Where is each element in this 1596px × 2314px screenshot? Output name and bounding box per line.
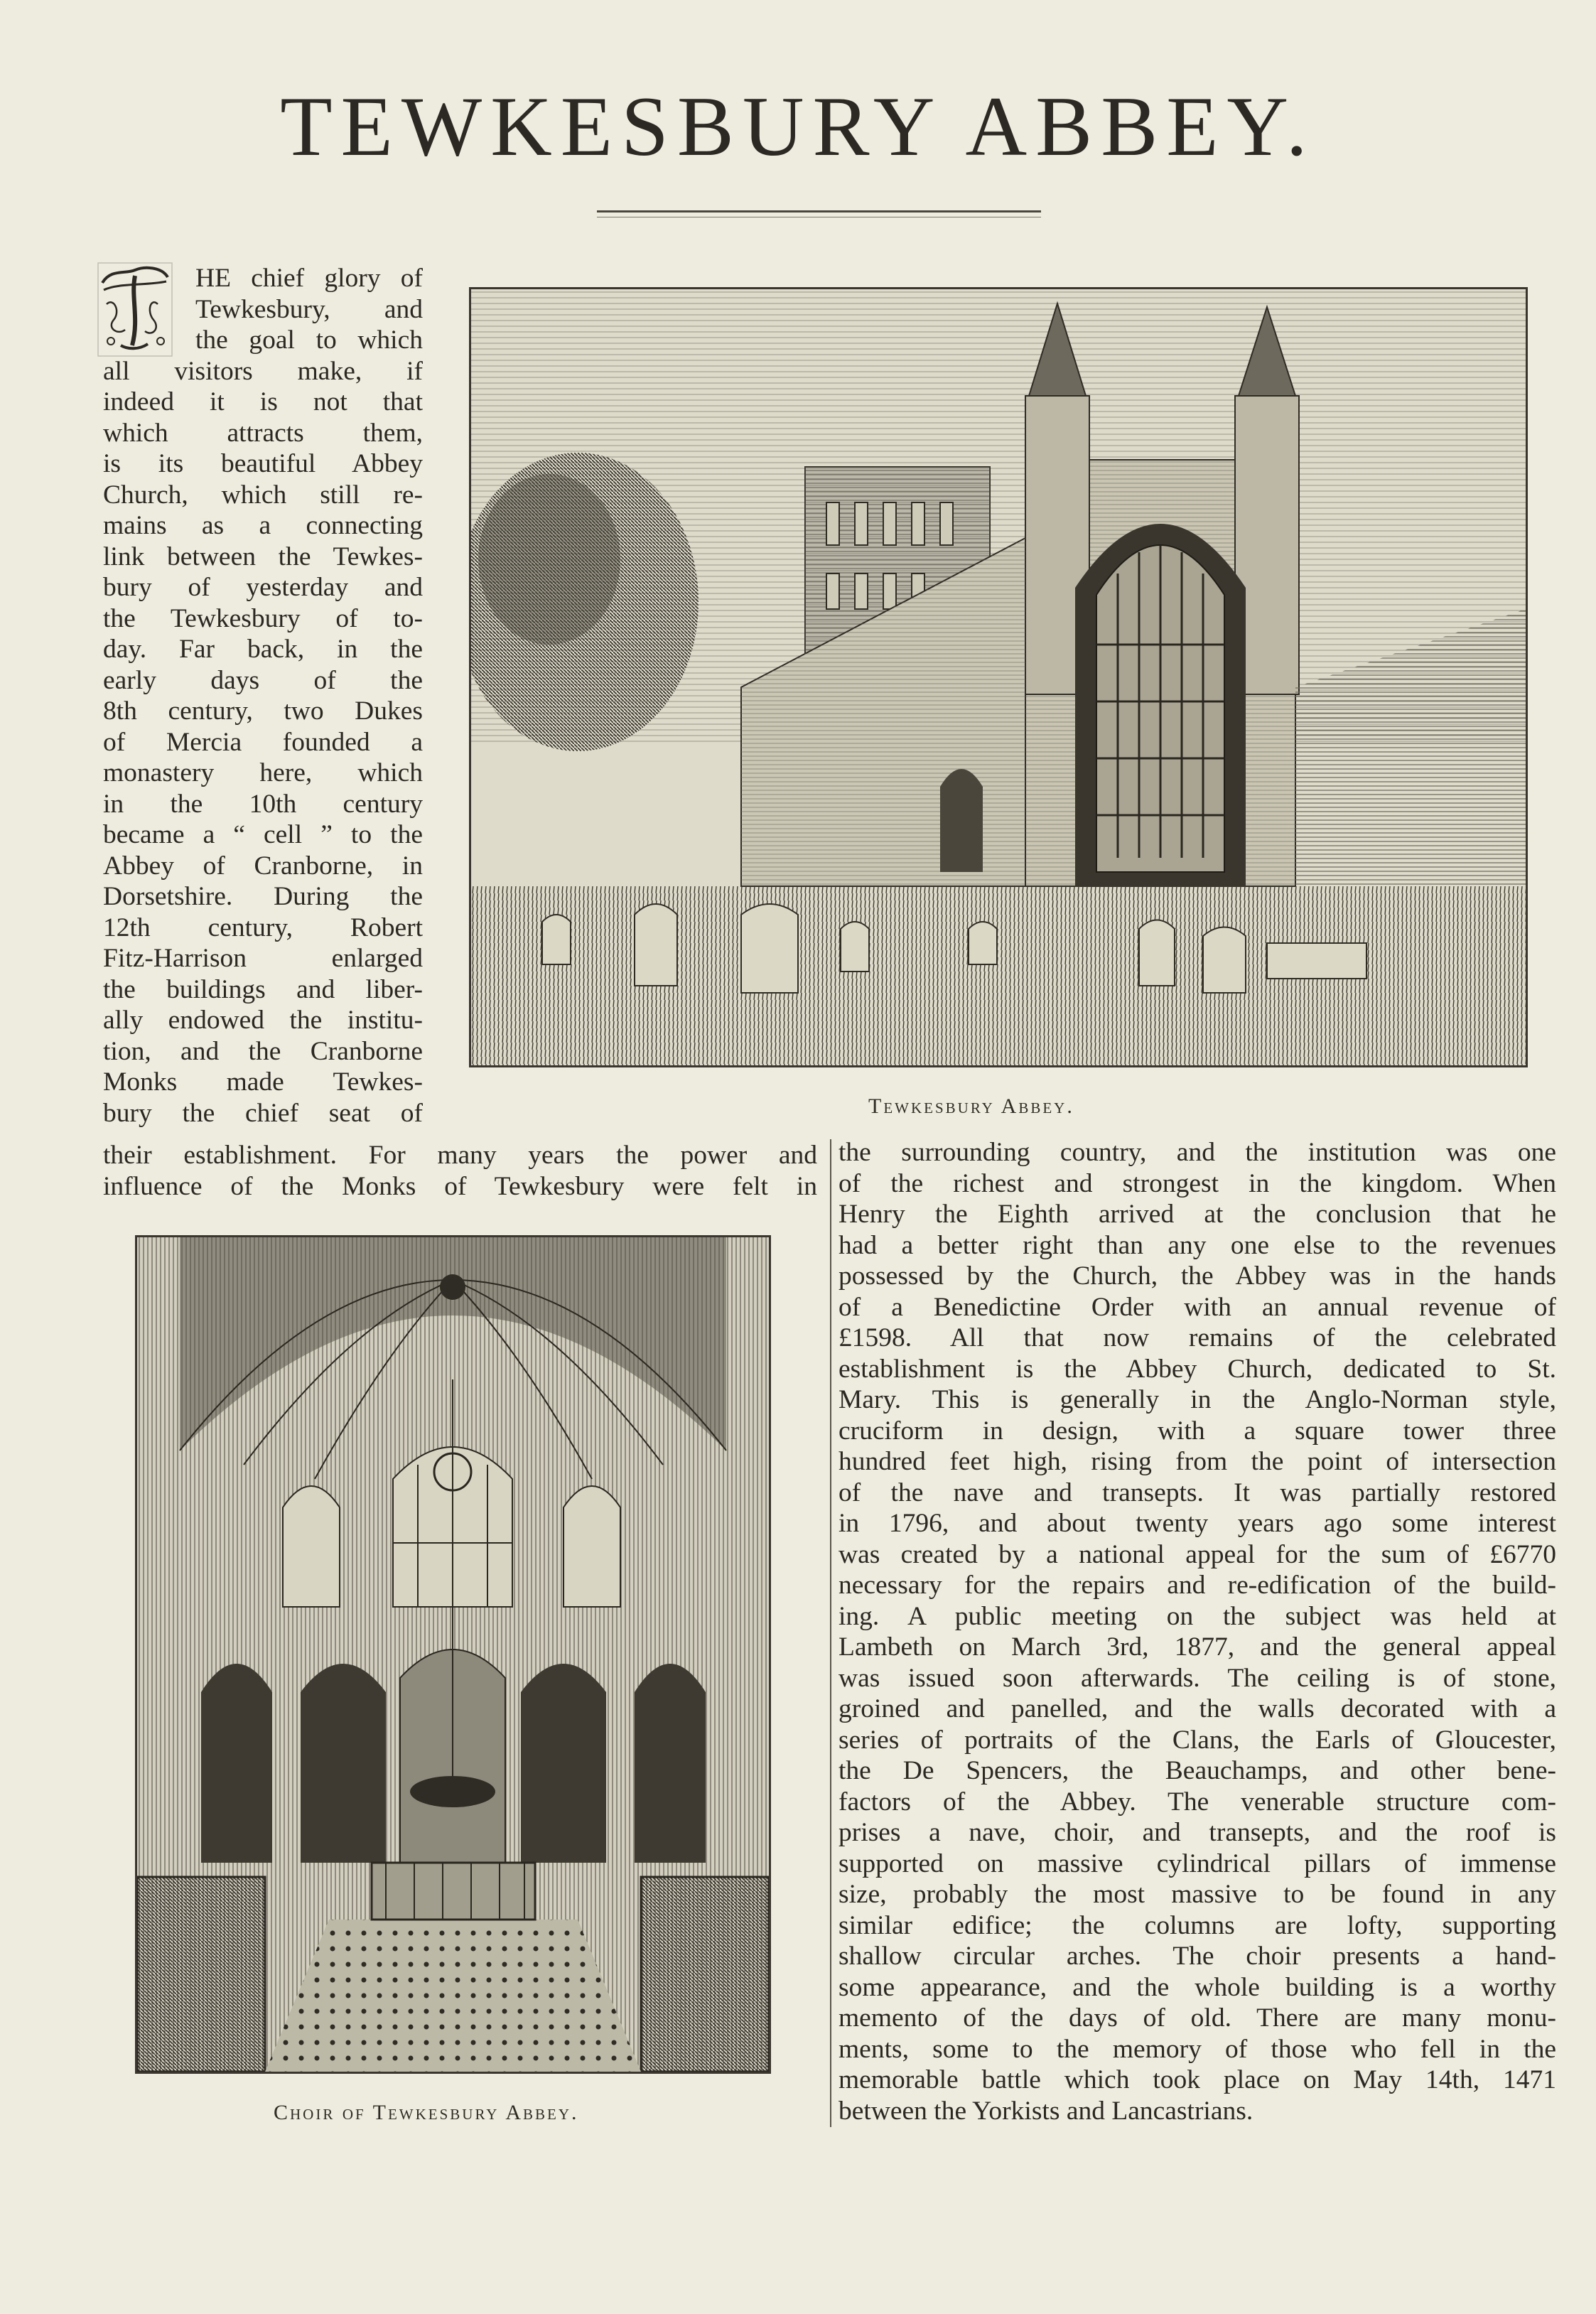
- exterior-caption: Tewkesbury Abbey.: [868, 1094, 1074, 1118]
- text-line: groined and panelled, and the walls decorated with a: [839, 1694, 1556, 1723]
- text-line: establishment is the Abbey Church, dedicated to St.: [839, 1354, 1556, 1384]
- text-line: 8th century, two Dukes: [103, 696, 423, 726]
- choir-interior-engraving: [135, 1235, 771, 2074]
- text-line: between the Yorkists and Lancastrians.: [839, 2096, 1253, 2126]
- text-line: Dorsetshire. During the: [103, 882, 423, 911]
- text-line: size, probably the most massive to be found in any: [839, 1880, 1556, 1909]
- text-line: some appearance, and the whole building is a worthy: [839, 1972, 1556, 2002]
- text-line: Tewkesbury, and: [195, 294, 423, 324]
- text-line: 12th century, Robert: [103, 913, 423, 942]
- choir-caption: Choir of Tewkesbury Abbey.: [274, 2101, 579, 2124]
- text-line: hundred feet high, rising from the point of intersection: [839, 1447, 1556, 1476]
- text-line: supported on massive cylindrical pillars of immense: [839, 1848, 1556, 1878]
- text-line: the goal to which: [195, 325, 423, 355]
- text-line: Fitz-Harrison enlarged: [103, 944, 423, 973]
- text-line: cruciform in design, with a square tower three: [839, 1416, 1556, 1446]
- text-line: ments, some to the memory of those who fell in the: [839, 2034, 1556, 2064]
- text-line: Henry the Eighth arrived at the conclusion that he: [839, 1200, 1556, 1229]
- text-line: ing. A public meeting on the subject was held at: [839, 1601, 1556, 1631]
- text-line: of the nave and transepts. It was partially restored: [839, 1478, 1556, 1507]
- text-line: necessary for the repairs and re-edification of the build-: [839, 1571, 1556, 1600]
- title-rule: [597, 210, 1041, 212]
- text-line: Abbey of Cranborne, in: [103, 851, 423, 881]
- text-line: of a Benedictine Order with an annual revenue of: [839, 1292, 1556, 1322]
- text-line: mains as a connecting: [103, 511, 423, 540]
- text-line: Church, which still re-: [103, 480, 423, 510]
- text-line: influence of the Monks of Tewkesbury were felt in: [103, 1171, 817, 1201]
- text-line: the Tewkesbury of to-: [103, 603, 423, 633]
- text-line: bury the chief seat of: [103, 1098, 423, 1128]
- text-line: their establishment. For many years the power and: [103, 1141, 817, 1170]
- text-line: £1598. All that now remains of the celebrated: [839, 1323, 1556, 1352]
- text-line: is its beautiful Abbey: [103, 449, 423, 478]
- abbey-exterior-engraving: [469, 287, 1528, 1067]
- column-divider: [830, 1139, 831, 2127]
- text-line: in the 10th century: [103, 789, 423, 819]
- text-line: HE chief glory of: [195, 264, 423, 293]
- continuation-text: [103, 1140, 817, 1202]
- text-line: tion, and the Cranborne: [103, 1036, 423, 1066]
- choir-interior-image: [137, 1237, 769, 2072]
- text-line: the buildings and liber-: [103, 974, 423, 1004]
- text-line: link between the Tewkes-: [103, 542, 423, 571]
- text-line: all visitors make, if: [103, 356, 423, 386]
- text-line: which attracts them,: [103, 418, 423, 448]
- abbey-exterior-image: [471, 289, 1526, 1065]
- text-line: memento of the days of old. There are many monu-: [839, 2003, 1556, 2033]
- text-line: series of portraits of the Clans, the Earls of Gloucester,: [839, 1725, 1556, 1755]
- text-line: was issued soon afterwards. The ceiling is of stone,: [839, 1663, 1556, 1693]
- text-line: in 1796, and about twenty years ago some interest: [839, 1509, 1556, 1538]
- text-line: similar edifice; the columns are lofty, supporting: [839, 1910, 1556, 1940]
- text-line: prises a nave, choir, and transepts, and the roof is: [839, 1818, 1556, 1847]
- text-line: the De Spencers, the Beauchamps, and other bene-: [839, 1756, 1556, 1785]
- page-title: TEWKESBURY ABBEY.: [280, 79, 1316, 173]
- left-column-text: [103, 263, 423, 1129]
- text-line: Lambeth on March 3rd, 1877, and the general appeal: [839, 1632, 1556, 1662]
- text-line: possessed by the Church, the Abbey was in the hands: [839, 1261, 1556, 1291]
- text-line: Mary. This is generally in the Anglo-Norman style,: [839, 1385, 1556, 1414]
- text-line: monastery here, which: [103, 758, 423, 787]
- text-line: Monks made Tewkes-: [103, 1067, 423, 1097]
- text-line: of Mercia founded a: [103, 727, 423, 757]
- text-line: the surrounding country, and the institution was one: [839, 1138, 1556, 1167]
- text-line: bury of yesterday and: [103, 573, 423, 602]
- text-line: became a “ cell ” to the: [103, 820, 423, 849]
- text-line: day. Far back, in the: [103, 635, 423, 664]
- text-line: had a better right than any one else to the revenues: [839, 1230, 1556, 1260]
- text-line: ally endowed the institu-: [103, 1006, 423, 1035]
- right-column-text: [839, 1137, 1556, 2126]
- text-line: of the richest and strongest in the kingdom. When: [839, 1168, 1556, 1198]
- text-line: shallow circular arches. The choir presents a hand-: [839, 1942, 1556, 1971]
- text-line: factors of the Abbey. The venerable structure com-: [839, 1787, 1556, 1817]
- text-line: indeed it is not that: [103, 387, 423, 416]
- text-line: early days of the: [103, 665, 423, 695]
- text-line: memorable battle which took place on May 14th, 1471: [839, 2065, 1556, 2094]
- text-line: was created by a national appeal for the sum of £6770: [839, 1539, 1556, 1569]
